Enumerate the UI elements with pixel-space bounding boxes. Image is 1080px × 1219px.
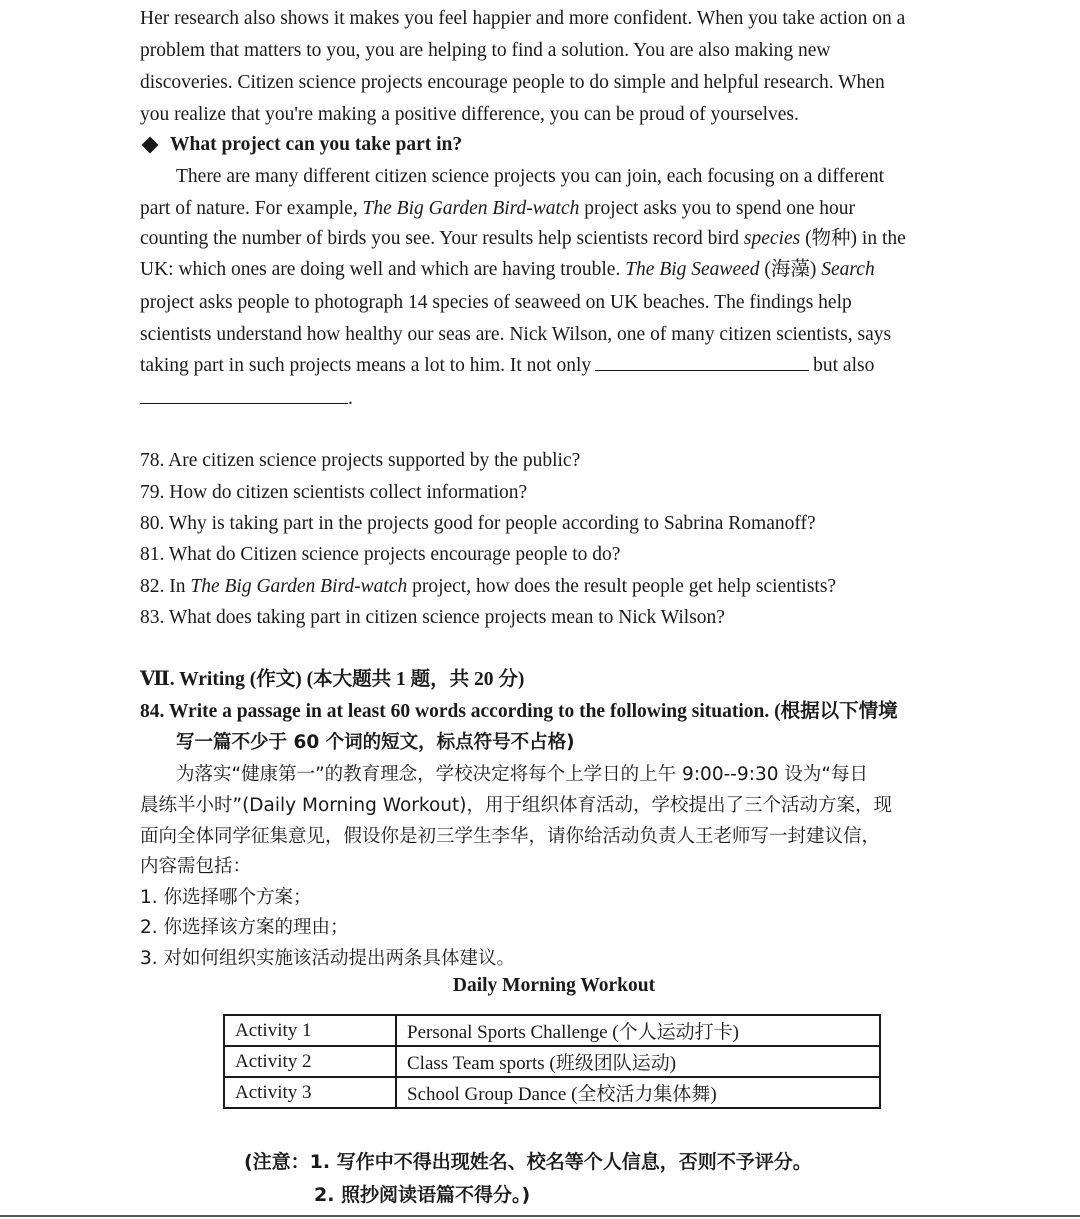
section-heading — [140, 130, 1040, 160]
requirement-1: 1. 你选择哪个方案； — [140, 887, 312, 908]
question-82 — [140, 572, 1040, 602]
paragraph-2-line-5: project asks people to photograph 14 species of seaweed on UK beaches. The findings help — [140, 292, 852, 313]
activity-table — [223, 1014, 881, 1109]
table-title: Daily Morning Workout — [452, 975, 656, 996]
activity-name: Activity 1 — [224, 1015, 396, 1046]
paragraph-2-line-8 — [140, 384, 1040, 414]
situation-line-3: 面向全体同学征集意见，假设你是初三学生李华，请你给活动负责人王老师写一封建议信， — [140, 826, 881, 847]
writing-section-title: Ⅶ. Writing (作文) (本大题共 1 题，共 20 分) — [140, 669, 525, 690]
activity-desc: Class Team sports (班级团队运动) — [396, 1046, 880, 1077]
answer-blank[interactable] — [140, 385, 348, 404]
text-segment: counting the number of birds you see. Your results help scientists record bird — [140, 228, 744, 249]
question-79: 79. How do citizen scientists collect information? — [140, 482, 528, 503]
requirement-2: 2. 你选择该方案的理由； — [140, 917, 349, 938]
answer-blank[interactable] — [595, 352, 809, 371]
text-segment: 82. In — [140, 576, 191, 597]
requirement-3: 3. 对如何组织实施该活动提出两条具体建议。 — [140, 948, 516, 969]
table-row — [224, 1015, 880, 1046]
text-segment: (物种) in the — [800, 228, 906, 249]
project-name-italic: The Big Seaweed — [625, 259, 760, 280]
question-81: 81. What do Citizen science projects encourage people to do? — [140, 544, 621, 565]
text-segment: UK: which ones are doing well and which are having trouble. — [140, 259, 626, 280]
paragraph-2-line-2 — [140, 194, 1040, 224]
text-segment: but also — [813, 355, 875, 376]
passage-line-3: discoveries. Citizen science projects encourage people to do simple and helpful research. When — [140, 72, 885, 93]
question-83: 83. What does taking part in citizen science projects mean to Nick Wilson? — [140, 607, 725, 628]
text-segment: (海藻) — [759, 259, 822, 280]
table-row — [224, 1077, 880, 1108]
diamond-bullet-icon — [142, 136, 159, 153]
paragraph-2-line-7 — [140, 351, 1040, 381]
activity-desc: Personal Sports Challenge (个人运动打卡) — [396, 1015, 880, 1046]
situation-line-4: 内容需包括： — [140, 856, 252, 877]
paragraph-2-line-1: There are many different citizen science projects you can join, each focusing on a different — [176, 166, 885, 187]
text-segment: . — [348, 388, 353, 409]
question-84-line-1: 84. Write a passage in at least 60 words according to the following situation. (根据以下情境 — [140, 701, 898, 722]
project-name-italic: The Big Garden Bird-watch — [362, 198, 580, 219]
paragraph-2-line-3 — [140, 224, 1040, 254]
section-heading-text: What project can you take part in? — [170, 134, 463, 155]
table-row — [224, 1046, 880, 1077]
question-80: 80. Why is taking part in the projects good for people according to Sabrina Romanoff? — [140, 513, 816, 534]
activity-name: Activity 2 — [224, 1046, 396, 1077]
passage-line-1: Her research also shows it makes you feel happier and more confident. When you take action on a — [140, 8, 906, 29]
text-segment: project asks you to spend one hour — [579, 198, 856, 219]
text-segment: project, how does the result people get help scientists? — [407, 576, 837, 597]
text-segment: taking part in such projects means a lot to him. It not only — [140, 355, 592, 376]
situation-line-2: 晨练半小时”(Daily Morning Workout)，用于组织体育活动，学校提出了三个活动方案，现 — [140, 795, 892, 816]
passage-line-2: problem that matters to you, you are helping to find a solution. You are also making new — [140, 40, 831, 61]
situation-line-1: 为落实“健康第一”的教育理念，学校决定将每个上学日的上午 9:00--9:30 设为“每日 — [176, 764, 868, 785]
paragraph-2-line-4 — [140, 255, 1040, 285]
note-line-2: 2. 照抄阅读语篇不得分。) — [314, 1184, 531, 1206]
activity-name: Activity 3 — [224, 1077, 396, 1108]
activity-desc: School Group Dance (全校活力集体舞) — [396, 1077, 880, 1108]
text-segment: part of nature. For example, — [140, 198, 363, 219]
project-name-italic: Search — [821, 259, 875, 280]
passage-line-4: you realize that you're making a positive difference, you can be proud of yourselves. — [140, 104, 799, 125]
project-name-italic: The Big Garden Bird-watch — [190, 576, 408, 597]
page-bottom-border — [0, 1215, 1080, 1217]
question-78: 78. Are citizen science projects supported by the public? — [140, 450, 581, 471]
question-84-line-2: 写一篇不少于 60 个词的短文，标点符号不占格) — [176, 732, 575, 753]
note-line-1: (注意：1. 写作中不得出现姓名、校名等个人信息，否则不予评分。 — [244, 1151, 812, 1173]
term-italic: species — [743, 228, 801, 249]
paragraph-2-line-6: scientists understand how healthy our seas are. Nick Wilson, one of many citizen scientists, says — [140, 324, 892, 345]
